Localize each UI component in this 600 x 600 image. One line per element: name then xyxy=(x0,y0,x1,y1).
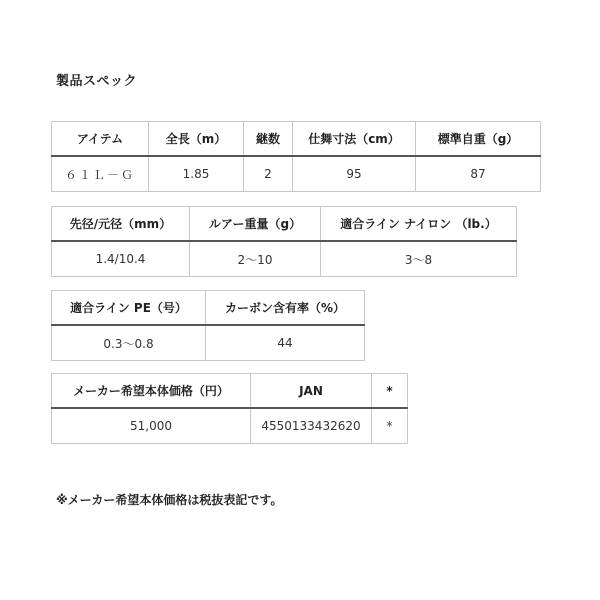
header-tip-butt-diameter: 先径/元径（mm） xyxy=(52,207,190,242)
header-carbon-content: カーボン含有率（%） xyxy=(206,291,365,326)
value-item: ６１Ｌ－Ｇ xyxy=(52,156,149,192)
spec-table-material xyxy=(51,290,365,361)
table-row xyxy=(52,241,517,277)
spec-table-price xyxy=(51,373,408,444)
value-line-pe: 0.3〜0.8 xyxy=(52,325,206,361)
table-header-row xyxy=(52,207,517,242)
header-asterisk: * xyxy=(372,374,408,409)
header-lure-weight: ルアー重量（g） xyxy=(190,207,321,242)
value-closed-length: 95 xyxy=(293,156,416,192)
value-pieces: 2 xyxy=(244,156,293,192)
spec-table-tackle xyxy=(51,206,517,277)
spec-table-basic xyxy=(51,121,541,192)
header-weight: 標準自重（g） xyxy=(416,122,541,157)
header-pieces: 継数 xyxy=(244,122,293,157)
value-asterisk: * xyxy=(372,408,408,444)
header-line-pe: 適合ライン PE（号） xyxy=(52,291,206,326)
value-lure-weight: 2〜10 xyxy=(190,241,321,277)
table-header-row xyxy=(52,374,408,409)
value-tip-butt-diameter: 1.4/10.4 xyxy=(52,241,190,277)
table-header-row xyxy=(52,122,541,157)
table-row xyxy=(52,408,408,444)
header-price: メーカー希望本体価格（円） xyxy=(52,374,251,409)
header-item: アイテム xyxy=(52,122,149,157)
value-price: 51,000 xyxy=(52,408,251,444)
table-header-row xyxy=(52,291,365,326)
table-row xyxy=(52,156,541,192)
header-line-nylon: 適合ライン ナイロン （lb.） xyxy=(321,207,517,242)
value-line-nylon: 3〜8 xyxy=(321,241,517,277)
value-length: 1.85 xyxy=(149,156,244,192)
header-jan: JAN xyxy=(251,374,372,409)
value-jan: 4550133432620 xyxy=(251,408,372,444)
table-row xyxy=(52,325,365,361)
header-length: 全長（m） xyxy=(149,122,244,157)
value-weight: 87 xyxy=(416,156,541,192)
page-title: 製品スペック xyxy=(56,74,138,89)
header-closed-length: 仕舞寸法（cm） xyxy=(293,122,416,157)
price-note: ※メーカー希望本体価格は税抜表記です。 xyxy=(56,493,283,507)
value-carbon-content: 44 xyxy=(206,325,365,361)
